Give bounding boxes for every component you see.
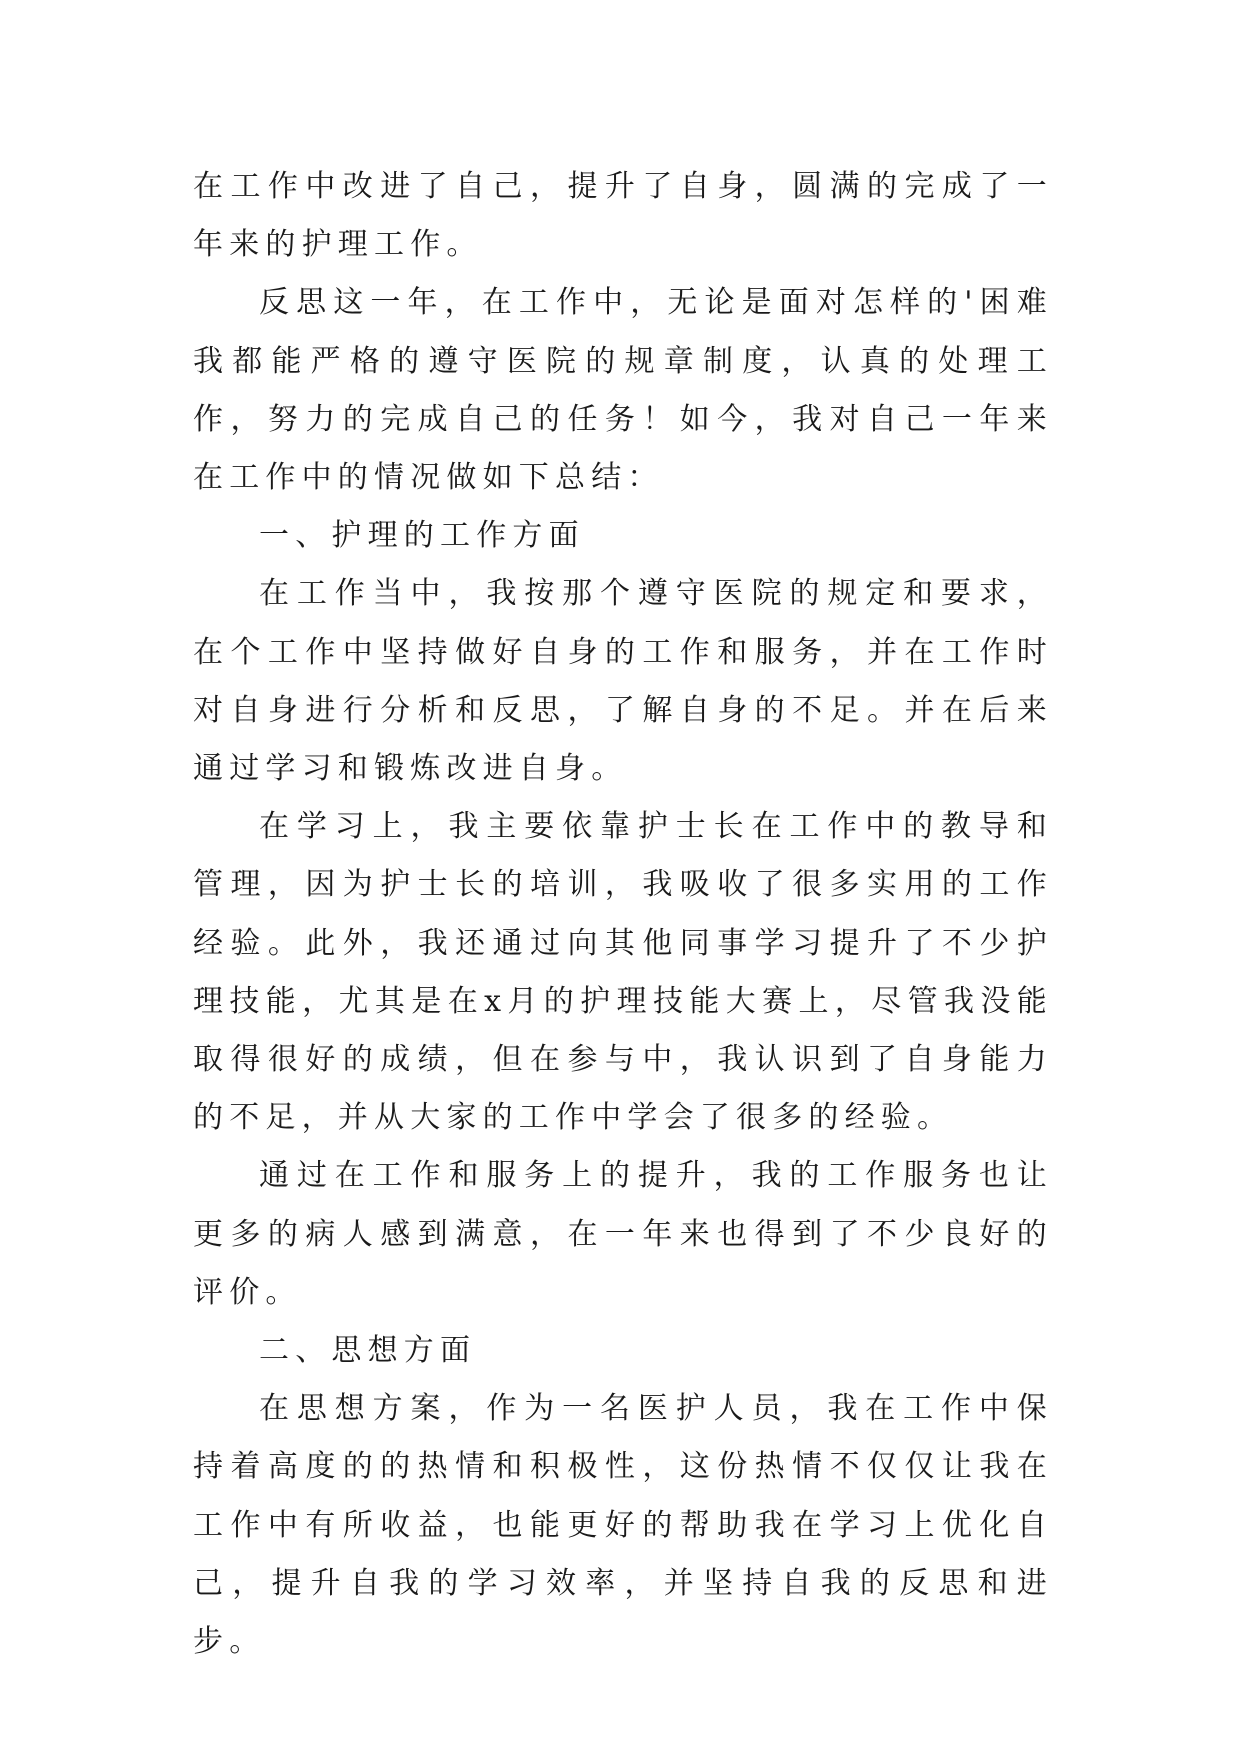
section-heading-thought: 二、思想方面 bbox=[259, 1333, 477, 1369]
paragraph-thought: 在思想方案，作为一名医护人员，我在工作中保持着高度的的热情和积极性，这份热情不仅仅让我在工作中有所收益，也能更好的帮助我在学习上优化自己，提升自我的学习效率，并坚持自我的反思和进步。 bbox=[193, 1391, 1053, 1660]
document-body bbox=[193, 158, 1053, 1671]
paragraph-continuation: 在工作中改进了自己，提升了自身，圆满的完成了一年来的护理工作。 bbox=[193, 169, 1053, 263]
paragraph-service-improvement: 通过在工作和服务上的提升，我的工作服务也让更多的病人感到满意，在一年来也得到了不少良好的评价。 bbox=[193, 1158, 1053, 1310]
section-heading-nursing-work: 一、护理的工作方面 bbox=[259, 518, 585, 554]
paragraph-learning: 在学习上，我主要依靠护士长在工作中的教导和管理，因为护士长的培训，我吸收了很多实用的工作经验。此外，我还通过向其他同事学习提升了不少护理技能，尤其是在x月的护理技能大赛上，尽管我没能取得很好的成绩，但在参与中，我认识到了自身能力的不足，并从大家的工作中学会了很多的经验。 bbox=[193, 809, 1053, 1136]
paragraph-work-practice: 在工作当中，我按那个遵守医院的规定和要求，在个工作中坚持做好自身的工作和服务，并在工作时对自身进行分析和反思，了解自身的不足。并在后来通过学习和锻炼改进自身。 bbox=[193, 576, 1053, 787]
paragraph-reflection: 反思这一年，在工作中，无论是面对怎样的'困难我都能严格的遵守医院的规章制度，认真的处理工作，努力的完成自己的任务！如今，我对自己一年来在工作中的情况做如下总结： bbox=[193, 285, 1053, 496]
